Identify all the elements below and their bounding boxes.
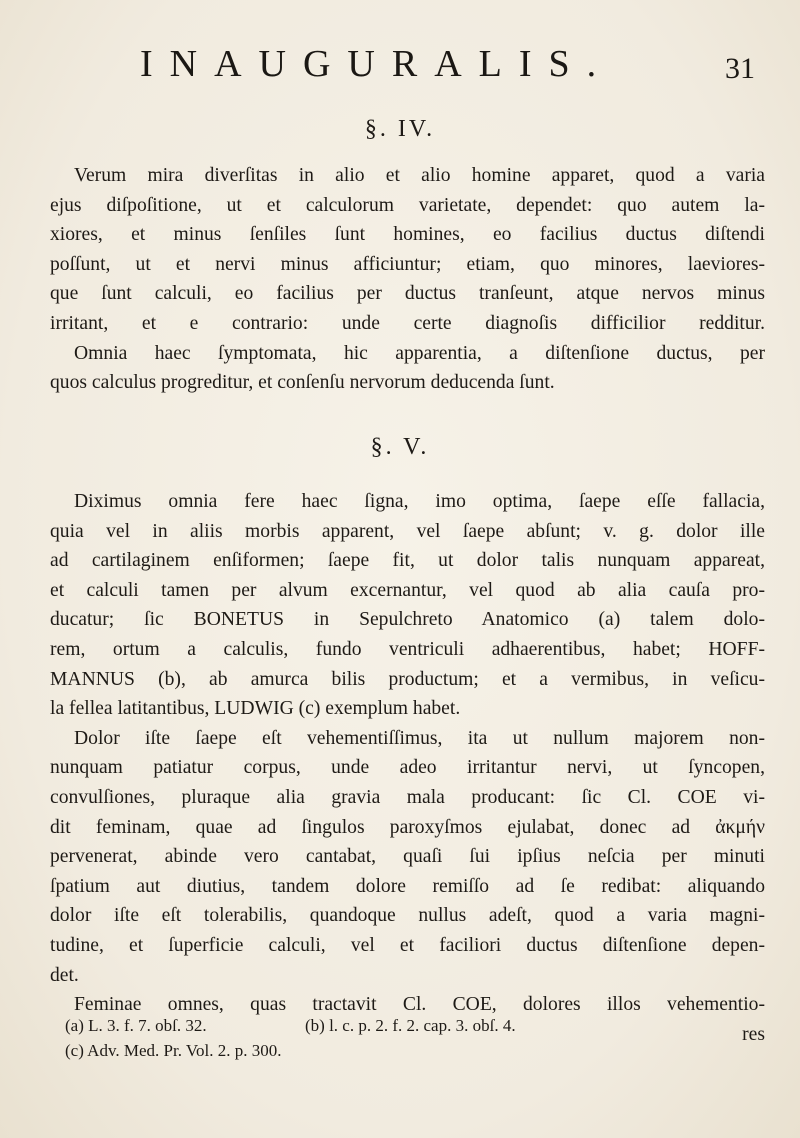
text-line: ſpatium aut diutius, tandem dolore remiſſo ad ſe redibat: aliquando: [50, 875, 765, 897]
paragraph-section-v: [50, 487, 765, 1049]
text-line: Omnia haec ſymptomata, hic apparentia, a diſtenſione ductus, per: [74, 342, 765, 364]
text-line: dolor iſte eſt tolerabilis, quandoque nullus adeſt, quod a varia magni-: [50, 905, 765, 927]
text-line: xiores, et minus ſenſiles ſunt homines, eo facilius ductus diſtendi: [50, 224, 765, 246]
text-line: det.: [50, 964, 79, 986]
text-line: nunquam patiatur corpus, unde adeo irritantur nervi, ut ſyncopen,: [50, 757, 765, 779]
text-line: quos calculus progreditur, et conſenſu nervorum deducenda ſunt.: [50, 372, 555, 394]
footnote-c: (c) Adv. Med. Pr. Vol. 2. p. 300.: [65, 1041, 282, 1060]
text-line: la fellea latitantibus, LUDWIG (c) exemplum habet.: [50, 698, 461, 720]
text-line: ejus diſpoſitione, ut et calculorum varietate, dependet: quo autem la-: [50, 194, 765, 216]
text-line: poſſunt, ut et nervi minus afficiuntur; etiam, quo minores, laeviores-: [50, 253, 765, 275]
footnotes: [65, 1013, 765, 1063]
footnote-row: [65, 1013, 765, 1038]
running-head: INAUGURALIS.: [140, 43, 614, 85]
text-line: Dolor iſte ſaepe eſt vehementiſſimus, ita ut nullum majorem non-: [74, 727, 765, 749]
page-number: 31: [725, 52, 755, 85]
catchword: res: [742, 1023, 765, 1045]
text-line: Diximus omnia fere haec ſigna, imo optima, ſaepe eſſe fallacia,: [74, 491, 765, 512]
text-line: MANNUS (b), ab amurca bilis productum; et a vermibus, in veſicu-: [50, 668, 765, 690]
text-line: quia vel in aliis morbis apparent, vel ſaepe abſunt; v. g. dolor ille: [50, 520, 765, 542]
text-line: que ſunt calculi, eo facilius per ductus tranſeunt, atque nervos minus: [50, 283, 765, 305]
text-line: rem, ortum a calculis, fundo ventriculi adhaerentibus, habet; HOFF-: [50, 638, 765, 660]
text-line: ad cartilaginem enſiformen; ſaepe fit, ut dolor talis nunquam appareat,: [50, 550, 765, 572]
text-line: irritant, et e contrario: unde certe diagnoſis difficilior redditur.: [50, 312, 765, 334]
text-line: pervenerat, abinde vero cantabat, quaſi ſui ipſius neſcia per minuti: [50, 846, 765, 868]
text-line: et calculi tamen per alvum excernantur, vel quod ab alia cauſa pro-: [50, 579, 765, 601]
text-line: convulſiones, pluraque alia gravia mala producant: ſic Cl. COE vi-: [50, 786, 765, 808]
section-heading-v: §. V.: [370, 434, 430, 460]
footnote-b: (b) l. c. p. 2. f. 2. cap. 3. obſ. 4.: [305, 1016, 516, 1035]
text-line: tudine, et ſuperficie calculi, vel et faciliori ductus diſtenſione depen-: [50, 934, 765, 956]
text-line: Verum mira diverſitas in alio et alio homine apparet, quod a varia: [74, 165, 765, 186]
text-line: Feminae omnes, quas tractavit Cl. COE, dolores illos vehementio-: [74, 994, 765, 1016]
text-line: ducatur; ſic BONETUS in Sepulchreto Anatomico (a) talem dolo-: [50, 609, 765, 631]
text-line: dit feminam, quae ad ſingulos paroxyſmos ejulabat, donec ad ἀκμήν: [50, 816, 765, 838]
paragraph-section-iv: [50, 161, 765, 398]
footnote-a: (a) L. 3. f. 7. obſ. 32.: [65, 1016, 207, 1035]
section-heading-iv: §. IV.: [364, 116, 436, 142]
